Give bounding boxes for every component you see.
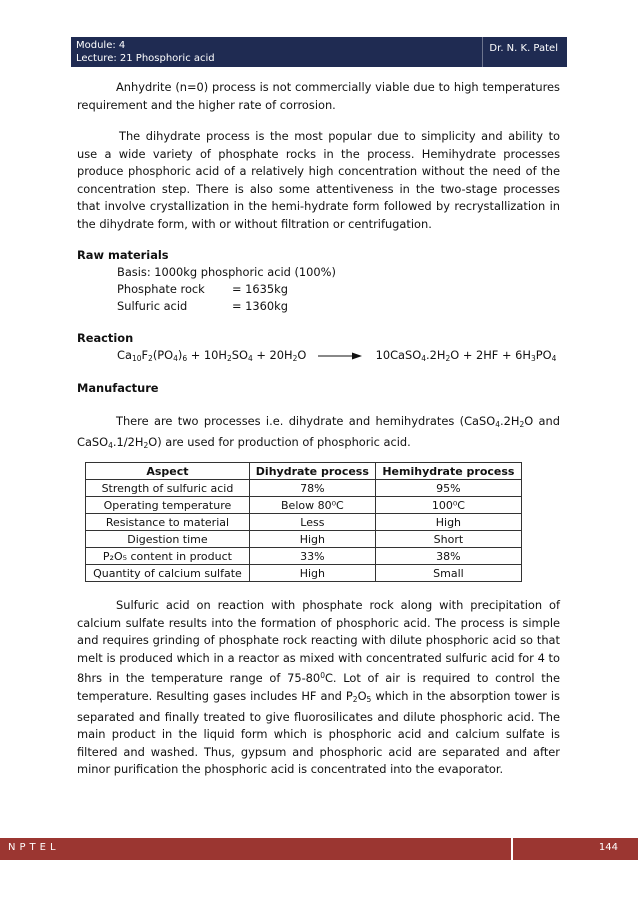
- lecture-label: Lecture: 21 Phosphoric acid: [76, 53, 215, 64]
- table-cell: 38%: [375, 548, 521, 565]
- page-number: 144: [598, 842, 618, 853]
- basis-line: Basis: 1000kg phosphoric acid (100%): [117, 265, 336, 279]
- reaction-heading: Reaction: [77, 331, 134, 345]
- paragraph-processes: There are two processes i.e. dihydrate and hemihydrates ($CaSO_4.2H_2O$ and $CaSO_4.1/2H_2O$) are used for production of phosphoric acid.: [77, 414, 560, 450]
- table-header-cell: Hemihydrate process: [375, 463, 521, 480]
- table-header-row: [86, 463, 522, 480]
- raw-material-row: [117, 298, 288, 315]
- raw-material-row: [117, 281, 288, 298]
- table-cell: Digestion time: [86, 531, 250, 548]
- manufacture-heading: Manufacture: [77, 381, 159, 395]
- table-row: [86, 480, 522, 497]
- footer-bar: [0, 838, 638, 860]
- table-row: [86, 514, 522, 531]
- footer-nptel-label: NPTEL: [8, 842, 60, 853]
- table-cell: Less: [249, 514, 375, 531]
- table-cell: Short: [375, 531, 521, 548]
- table-row: [86, 497, 522, 514]
- paragraph-dihydrate: The dihydrate process is the most popular due to simplicity and ability to use a wide variety of phosphate rocks in the process. Hemihydrate processes produce phosphoric acid of a relatively high concentration without the need of the concentration step. There is also some attentiveness in the two-stage processes that involve crystallization in the hemi-hydrate form followed by recrystallization in the dihydrate form, with or without filtration or centrifugation.: [77, 129, 560, 231]
- raw-material-name: Phosphate rock: [117, 282, 205, 296]
- header-divider: [482, 37, 483, 67]
- raw-material-value: = 1635kg: [232, 282, 288, 296]
- paragraph-process-description: Sulfuric acid on reaction with phosphate rock along with precipitation of calcium sulfate results into the formation of phosphoric acid. The process is simple and requires grinding of phosphate rock reacting with dilute phosphoric acid so that melt is produced which in a reactor as mixed with concentrated sulfuric acid for 4 to 8hrs in the temperature range of $75-80^0C$. Lot of air is required to control the temperature. Resulting gases includes HF and $P_2O_5$ which in the absorption tower is separated and finally treated to give fluorosilicates and dilute phosphoric acid. The main product in the liquid form which is phosphoric acid and calcium sulfate is filtered and washed. Thus, gypsum and phosphoric acid are separated and after minor purification the phosphoric acid is concentrated into the evaporator.: [77, 598, 560, 777]
- header-module-info: [76, 39, 215, 65]
- raw-material-name: Sulfuric acid: [117, 299, 188, 313]
- table-cell: Quantity of calcium sulfate: [86, 565, 250, 582]
- table-cell: Resistance to material: [86, 514, 250, 531]
- table-row: [86, 548, 522, 565]
- table-cell: High: [249, 565, 375, 582]
- table-cell: High: [249, 531, 375, 548]
- reaction-arrow-icon: [318, 351, 362, 361]
- reaction-equation: $Ca_{10}F_2(PO_4)_6 + 10H_2SO_4 + 20H_2O$ $10CaSO_4.2H_2O + 2HF + 6H_3PO_4$: [117, 348, 557, 363]
- process-comparison-table: [85, 462, 522, 582]
- table-cell: 78%: [249, 480, 375, 497]
- table-cell: 95%: [375, 480, 521, 497]
- table-cell: 100⁰C: [375, 497, 521, 514]
- table-cell: High: [375, 514, 521, 531]
- footer-divider: [511, 838, 513, 860]
- table-cell: Strength of sulfuric acid: [86, 480, 250, 497]
- table-cell: Below 80⁰C: [249, 497, 375, 514]
- paragraph-anhydrite: Anhydrite (n=0) process is not commercially viable due to high temperatures requirement and the higher rate of corrosion.: [77, 80, 560, 112]
- table-cell: Small: [375, 565, 521, 582]
- author-label: Dr. N. K. Patel: [489, 43, 558, 54]
- raw-material-value: = 1360kg: [232, 299, 288, 313]
- raw-materials-heading: Raw materials: [77, 248, 169, 262]
- table-cell: 33%: [249, 548, 375, 565]
- table-header-cell: Dihydrate process: [249, 463, 375, 480]
- table-header-cell: Aspect: [86, 463, 250, 480]
- table-row: [86, 531, 522, 548]
- table-cell: P₂O₅ content in product: [86, 548, 250, 565]
- table-cell: Operating temperature: [86, 497, 250, 514]
- table-row: [86, 565, 522, 582]
- module-label: Module: 4: [76, 40, 126, 51]
